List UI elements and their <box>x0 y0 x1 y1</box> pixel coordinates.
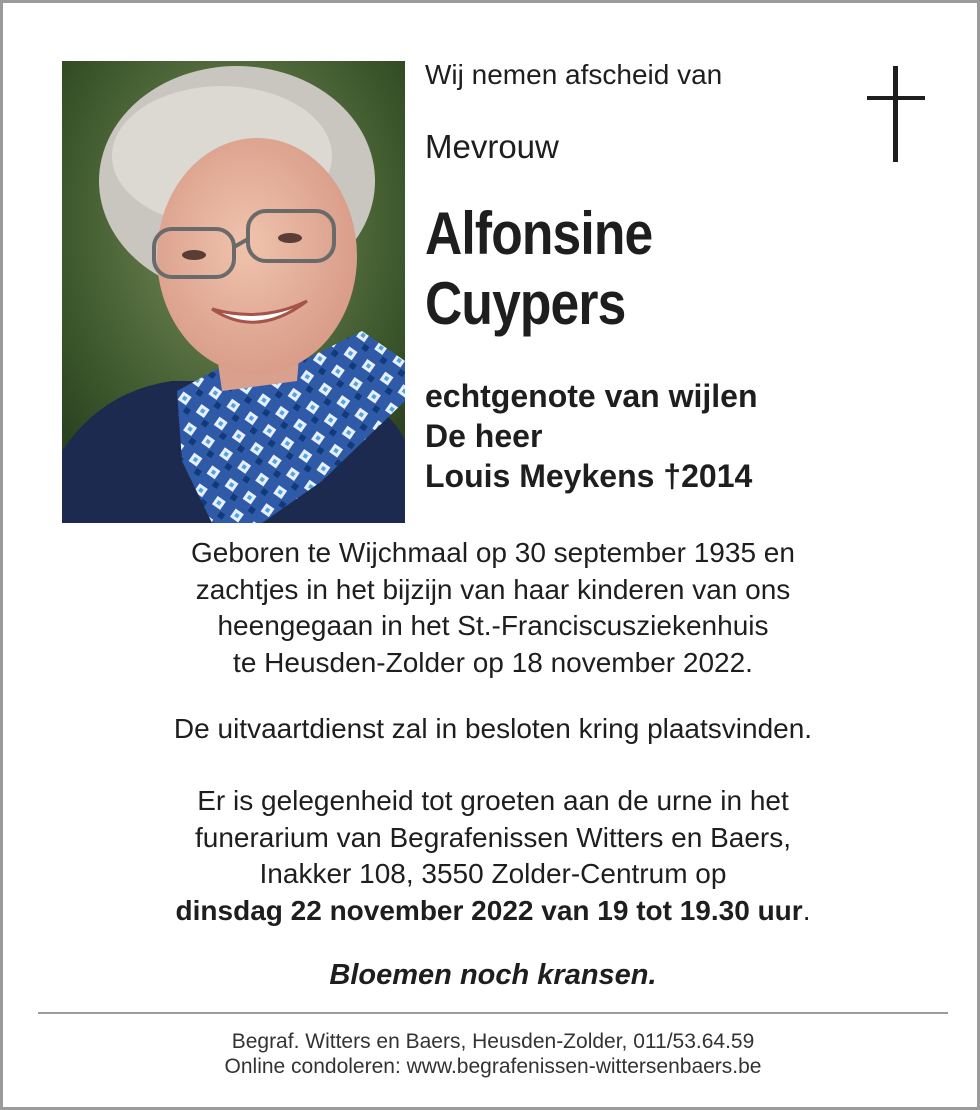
paragraph-line: heengegaan in het St.-Franciscusziekenhuis <box>217 610 769 641</box>
divider <box>38 1012 948 1014</box>
birth-death-paragraph <box>43 535 943 681</box>
spouse-line: Louis Meykens †2014 <box>425 458 753 494</box>
footer-condolences: Online condoleren: www.begrafenissen-wittersenbaers.be <box>224 1055 762 1078</box>
intro-text: Wij nemen afscheid van <box>425 59 723 90</box>
paragraph-line: funerarium van Begrafenissen Witters en Baers, <box>194 821 792 853</box>
period: . <box>802 894 811 926</box>
spouse-line: De heer <box>425 418 543 454</box>
spouse-info <box>425 376 758 496</box>
closing-text: Bloemen noch kransen. <box>329 959 657 991</box>
visitation-date: dinsdag 22 november 2022 van 19 tot 19.30 uur <box>175 894 803 926</box>
cross-icon <box>867 66 925 162</box>
paragraph-line: zachtjes in het bijzijn van haar kinderen van ons <box>195 573 791 605</box>
honorific: Mevrouw <box>425 128 559 165</box>
last-name: Cuypers <box>425 270 626 337</box>
funeral-paragraph <box>43 711 943 748</box>
first-name: Alfonsine <box>425 200 653 267</box>
paragraph-line <box>43 893 943 930</box>
deceased-name <box>425 199 652 339</box>
paragraph-line: te Heusden-Zolder op 18 november 2022. <box>233 646 753 678</box>
paragraph-line: De uitvaartdienst zal in besloten kring plaatsvinden. <box>173 713 813 744</box>
paragraph-line: Er is gelegenheid tot groeten aan de urne in het <box>197 785 789 816</box>
footer <box>43 1029 943 1079</box>
portrait-photo <box>62 61 405 523</box>
spouse-line: echtgenote van wijlen <box>425 378 758 414</box>
footer-contact: Begraf. Witters en Baers, Heusden-Zolder, 011/53.64.59 <box>231 1030 755 1053</box>
paragraph-line: Geboren te Wijchmaal op 30 september 1935 en <box>191 537 795 568</box>
paragraph-line: Inakker 108, 3550 Zolder-Centrum op <box>259 858 727 889</box>
visitation-paragraph <box>43 783 943 929</box>
